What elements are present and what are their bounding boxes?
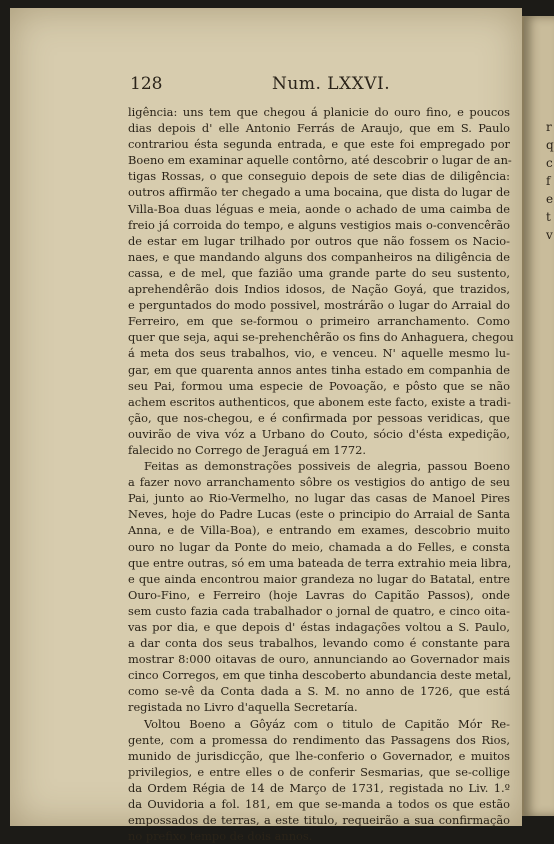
text-line: Feitas as demonstrações possiveis de alegria, passou Boeno xyxy=(144,459,510,474)
issue-title: Num. LXXVI. xyxy=(272,74,391,94)
text-line: Pai, junto ao Rio-Vermelho, no lugar das casas de Manoel Pires xyxy=(128,491,510,506)
text-line: naes, e que mandando alguns dos companheiros na diligência de xyxy=(128,249,510,264)
text-line: cinco Corregos, em que tinha descoberto abundancia deste metal, xyxy=(128,668,512,683)
text-line: Neves, hoje do Padre Lucas (este o principio do Arraial de Santa xyxy=(128,507,510,522)
text-line: cassa, e de mel, que fazião uma grande parte do seu sustento, xyxy=(128,265,510,280)
text-line: seu Pai, formou uma especie de Povoação, e pôsto que se não xyxy=(128,378,510,393)
text-line: dias depois d' elle Antonio Ferrás de Araujo, que em S. Paulo xyxy=(128,121,510,136)
text-line: munido de jurisdicção, que lhe-conferio o Governador, e muitos xyxy=(128,748,510,763)
text-line: quer que seja, aqui se-prehenchêrão os fins do Anhaguera, chegou xyxy=(128,330,514,345)
text-line: privilegios, e entre elles o de conferir Sesmarias, que se-collige xyxy=(128,764,510,779)
text-line: achem escritos authenticos, que abonem este facto, existe a tradi- xyxy=(128,394,511,409)
text-line: Villa-Boa duas léguas e meia, aonde o achado de uma caimba de xyxy=(128,201,510,216)
page-number: 128 xyxy=(130,74,163,94)
text-line: que entre outras, só em uma bateada de terra extrahio meia libra, xyxy=(128,555,512,570)
text-line: a dar conta dos seus trabalhos, levando como é constante para xyxy=(128,636,510,651)
text-line: ligência: uns tem que chegou á planicie do ouro fino, e poucos xyxy=(128,105,510,119)
edge-letter: t xyxy=(546,210,551,224)
text-line: da Ouvidoria a fol. 181, em que se-manda a todos os que estão xyxy=(128,797,510,812)
text-line: de estar em lugar trilhado por outros que não fossem os Nacio- xyxy=(128,233,510,248)
facing-page-letters xyxy=(546,118,554,244)
page-header xyxy=(130,74,510,98)
text-line: á meta dos seus trabalhos, vio, e venceu. N' aquelle mesmo lu- xyxy=(128,346,510,361)
text-line: gente, com a promessa do rendimento das Passagens dos Rios, xyxy=(128,732,510,747)
text-line: no prefixo tempo de dois annos. xyxy=(128,829,313,844)
text-line: tigas Rossas, o que conseguio depois de sete dias de diligência: xyxy=(128,169,510,184)
text-line: como se-vê da Conta dada a S. M. no anno de 1726, que está xyxy=(128,684,510,699)
text-line: gar, em que quarenta annos antes tinha estado em companhia de xyxy=(128,362,510,377)
text-line: freio já corroida do tempo, e alguns vestigios mais o-convencêrão xyxy=(128,217,510,232)
text-line: empossados de terras, a este titulo, requeirão a sua confirmação xyxy=(128,813,510,828)
text-line: Ferreiro, em que se-formou o primeiro arranchamento. Como xyxy=(128,314,510,329)
edge-letter: v xyxy=(546,228,553,242)
text-line: e perguntados do modo possivel, mostrárão o lugar do Arraial do xyxy=(128,298,510,313)
text-line: aprehendêrão dois Indios idosos, de Nação Goyá, que trazidos, xyxy=(128,282,510,297)
edge-letter: c xyxy=(546,156,553,170)
text-line: Boeno em examinar aquelle contôrno, até descobrir o lugar de an- xyxy=(128,153,512,168)
text-line: vas por dia, e que depois d' éstas indagações voltou a S. Paulo, xyxy=(128,620,510,634)
text-line: ção, que nos-chegou, e é confirmada por pessoas veridicas, que xyxy=(128,410,510,425)
body-text xyxy=(128,104,514,844)
text-line: contrariou ésta segunda entrada, e que este foi empregado por xyxy=(128,137,510,152)
edge-letter: r xyxy=(546,120,552,134)
text-line: sem custo fazia cada trabalhador o jornal de quatro, e cinco oita- xyxy=(128,603,510,618)
edge-letter: f xyxy=(546,174,551,188)
text-line: ouvirão de viva vóz a Urbano do Couto, sócio d'ésta expedição, xyxy=(128,426,510,441)
text-line: mostrar 8:000 oitavas de ouro, annunciando ao Governador mais xyxy=(128,652,510,667)
edge-letter: e xyxy=(546,192,554,206)
edge-letter: q xyxy=(546,138,554,152)
text-line: Ouro-Fino, e Ferreiro (hoje Lavras do Capitão Passos), onde xyxy=(128,587,510,602)
text-line: ouro no lugar da Ponte do meio, chamada a do Felles, e consta xyxy=(128,539,510,554)
text-line: a fazer novo arranchamento sôbre os vestigios do antigo de seu xyxy=(128,475,510,490)
text-line: e que ainda encontrou maior grandeza no lugar do Batatal, entre xyxy=(128,571,510,586)
text-line: falecido no Corrego de Jeraguá em 1772. xyxy=(128,442,366,457)
text-line: da Ordem Régia de 14 de Março de 1731, registada no Liv. 1.º xyxy=(128,780,510,795)
text-line: Voltou Boeno a Gôyáz com o titulo de Capitão Mór Re- xyxy=(144,716,510,731)
text-line: registada no Livro d'aquella Secretaría. xyxy=(128,700,358,715)
text-line: outros affirmão ter chegado a uma bocaina, que dista do lugar de xyxy=(128,185,510,200)
text-line: Anna, e de Villa-Boa), e entrando em exames, descobrio muito xyxy=(128,523,510,538)
